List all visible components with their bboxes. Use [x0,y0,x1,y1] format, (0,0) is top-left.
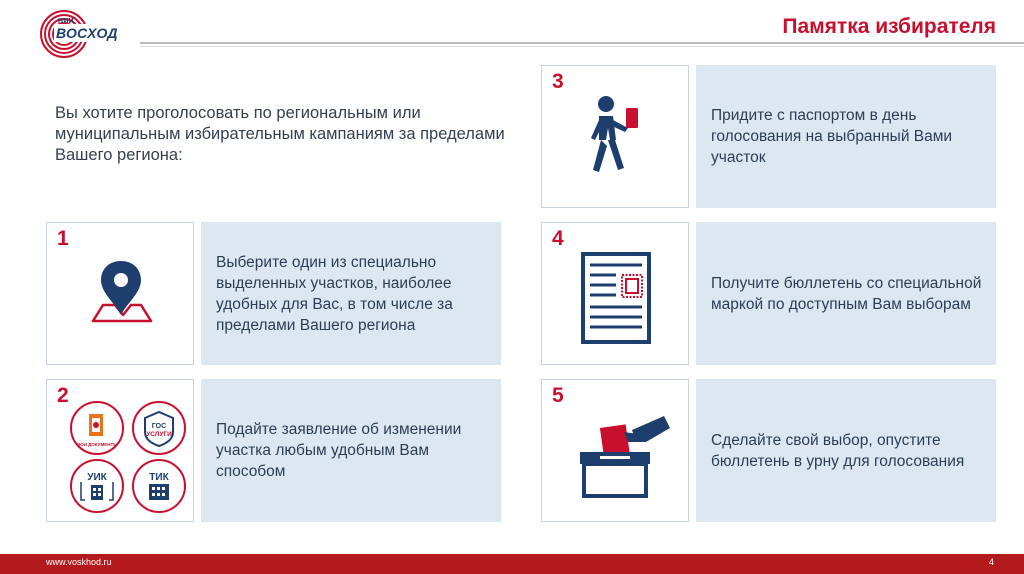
footer-bar [0,554,1024,574]
step-3-number: 3 [552,70,564,93]
step-3-icon-box [541,65,689,208]
ballot-paper-icon [580,251,652,345]
intro-text: Вы хотите проголосовать по региональным или муниципальным избирательным кампаниям за пределами Вашего региона: [55,104,505,164]
footer-url[interactable]: www.voskhod.ru [46,557,112,567]
step-5-text-panel [696,379,996,522]
header-divider [140,42,1024,44]
step-2-text: Подайте заявление об изменении участка любым удобным Вам способом [216,421,462,480]
uik-label: УИК [87,472,107,483]
step-5-icon-box [541,379,689,522]
gosuslugi-label-2: УСЛУГИ [146,431,172,438]
walking-voter-icon [582,94,652,184]
step-2-icon-box [46,379,194,522]
step-4-number: 4 [552,227,564,250]
header-divider-thin [140,46,1024,47]
map-pin-icon [81,255,161,335]
step-5-text: Сделайте свой выбор, опустите бюллетень в урну для голосования [711,431,965,470]
step-1-text-panel [201,222,501,365]
step-2-number: 2 [57,384,69,407]
step-3-text: Придите с паспортом в день голосования на выбранный Вами участок [711,107,953,166]
step-1-number: 1 [57,227,69,250]
step-2-text-panel [201,379,501,522]
mfc-icon [71,402,123,454]
tik-label: ТИК [149,472,169,483]
step-4-icon-box [541,222,689,365]
step-5-number: 5 [552,384,564,407]
logo-text-small: НИИ [58,18,75,25]
step-4-text: Получите бюллетень со специальной маркой по доступным Вам выборам [711,274,982,313]
step-4-text-panel [696,222,996,365]
logo-text: ВОСХОД [56,25,118,41]
gosuslugi-icon [133,402,185,454]
page-number: 4 [988,557,994,567]
application-channels-icon [65,396,191,518]
mfc-label: МОИ ДОКУМЕНТЫ [76,442,118,447]
step-1-icon-box [46,222,194,365]
page-title: Памятка избирателя [782,15,996,38]
gosuslugi-label-1: ГОС [151,423,167,430]
uik-icon [71,460,123,512]
tik-icon [133,460,185,512]
step-3-text-panel [696,65,996,208]
step-1-text: Выберите один из специально выделенных участков, наиболее удобных для Вас, в том числе за пределами Вашего региона [216,253,453,334]
ballot-box-icon [576,412,676,502]
